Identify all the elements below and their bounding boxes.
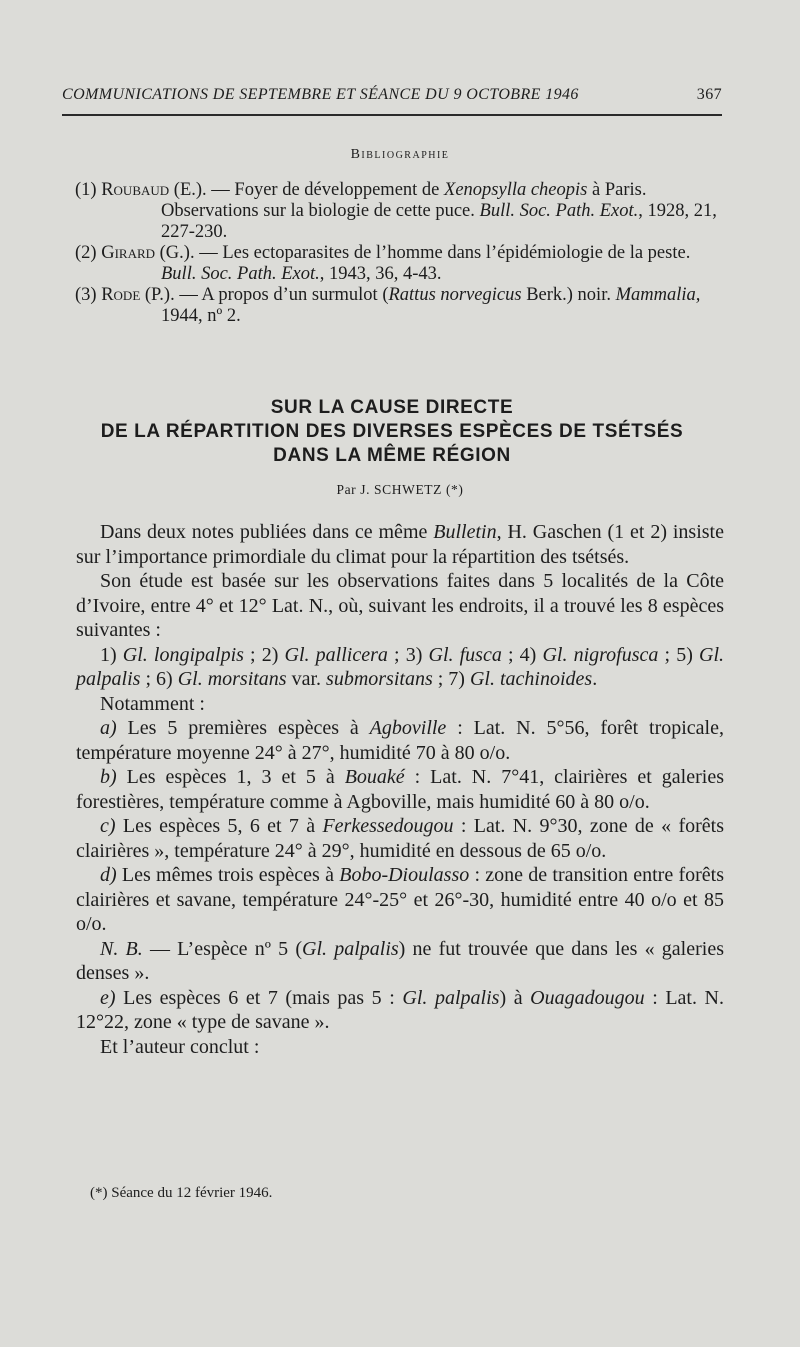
ref-text: (P.). — A propos d’un surmulot ( [140,285,389,305]
ref-text: , 1943, 36, 4-43. [319,264,442,284]
place-name: Ouagadougou [530,986,645,1009]
reference-item [75,285,725,327]
item-label: d) [100,864,117,886]
text: : zone de transition entre forêts clairières et savane, température 24°-25° et 26°-30, humidité entre 40 o/o et 85 o/o. [76,864,724,935]
ref-number: (1) [75,180,97,200]
ref-italic: Xenopsylla cheopis [444,180,588,200]
species-name: Gl. nigrofusca [542,643,659,666]
item-label: e) [100,986,116,1009]
paragraph: Et l’auteur conclut : [100,1035,260,1058]
place-name: Agboville [369,717,447,739]
sep: ; [432,668,449,690]
paragraph [76,520,724,569]
title-line: SUR LA CAUSE DIRECTE [270,397,514,418]
species-name: Gl. palpalis [402,986,500,1009]
ref-number: (3) [75,285,97,305]
footnote: (*) Séance du 12 février 1946. [90,1185,273,1201]
ref-text: , 1928, 21, 227-230. [161,201,717,242]
text: , H. Gaschen (1 et 2) insiste sur l’importance primordiale du climat pour la répartition des tsétsés. [76,521,724,568]
species-name: Gl. morsitans [177,668,287,690]
running-header [62,82,722,112]
title-line: DE LA RÉPARTITION DES DIVERSES ESPÈCES DE TSÉTSÉS [100,421,684,442]
locality-item [76,863,724,937]
ref-journal: Mammalia, [615,285,701,305]
sep: . [592,668,598,690]
species-name: Gl. palpalis [76,643,725,690]
ref-journal: Bull. Soc. Path. Exot. [479,201,639,221]
species-number: 4) [519,643,537,666]
ref-journal: Bull. Soc. Path. Exot. [161,264,320,284]
text: Les espèces 5, 6 et 7 à [115,815,323,837]
sep: ; [243,643,262,666]
paragraph: Notamment : [100,692,205,715]
place-name: Bouaké [344,766,405,788]
text: Dans deux notes publiées dans ce même [100,521,434,543]
ref-number: (2) [75,243,97,263]
species-name: Gl. palpalis [302,937,399,960]
species-number: 1) [100,643,117,666]
article-title [62,396,722,468]
nota-bene [76,937,724,986]
locality-item [76,765,724,814]
species-number: 7) [448,668,465,690]
sep: ; [140,668,157,690]
ref-text: Berk.) noir. [521,285,616,305]
locality-item [76,716,724,765]
header-rule [62,114,722,116]
sep: var. [286,668,327,690]
locality-item [76,986,724,1035]
ref-text: (G.). — Les ectoparasites de l’homme dans l’épidémiologie de la peste. [155,243,691,263]
ref-text: 1944, nº 2. [161,306,241,326]
species-number: 5) [676,643,693,666]
text: — L’espèce nº 5 ( [142,937,302,960]
ref-italic: Rattus norvegicus [388,285,522,305]
item-label: b) [100,766,117,788]
text: ) à [499,986,531,1009]
species-name: Gl. pallicera [284,643,388,666]
running-title: COMMUNICATIONS DE SEPTEMBRE ET SÉANCE DU 9 OCTOBRE 1946 [62,86,579,103]
species-name: Gl. fusca [428,643,502,666]
article-body [76,520,724,1059]
place-name: Ferkessedougou [322,815,454,837]
ref-author: Girard [101,243,156,263]
paragraph: Son étude est basée sur les observations faites dans 5 localités de la Côte d’Ivoire, entre 4° et 12° Lat. N., où, suivant les endroits, il a trouvé les 8 espèces suivantes : [76,570,724,641]
bibliography-heading: Bibliographie [350,147,450,162]
sep: ; [387,643,406,666]
text: Les 5 premières espèces à [116,717,370,739]
reference-item [75,243,725,285]
ref-author: Roubaud [101,180,170,200]
sep: ; [501,643,520,666]
ref-author: Rode [101,285,141,305]
page-number: 367 [696,86,722,103]
ref-text: à Paris. Observations sur la biologie de cette puce. [161,180,647,221]
text: : Lat. N. 12°22, zone « type de savane ». [76,986,725,1033]
nb-label: N. B. [100,937,143,960]
place-name: Bobo-Dioulasso [339,864,470,886]
species-name: submorsitans [326,668,433,690]
sep: ; [658,643,677,666]
item-label: a) [100,717,117,739]
locality-item [76,814,724,863]
text: Les espèces 1, 3 et 5 à [116,766,345,788]
species-list [76,643,724,692]
bibliography-list [75,180,725,327]
author-byline: Par J. SCHWETZ (*) [336,482,464,497]
journal-name: Bulletin [433,521,497,543]
species-number: 3) [405,643,423,666]
text: : Lat. N. 7°41, clairières et galeries forestières, température comme à Agboville, mais humidité 60 à 80 o/o. [76,766,724,813]
text: Les espèces 6 et 7 (mais pas 5 : [115,986,403,1009]
text: : Lat. N. 5°56, forêt tropicale, température moyenne 24° à 27°, humidité 70 à 80 o/o. [76,717,724,764]
title-line: DANS LA MÊME RÉGION [273,445,511,466]
text: Les mêmes trois espèces à [116,864,340,886]
reference-item [75,180,725,243]
species-name: Gl. tachinoides [469,668,593,690]
species-name: Gl. longipalpis [122,643,244,666]
text: ) ne fut trouvée que dans les « galeries denses ». [76,937,724,984]
text: : Lat. N. 9°30, zone de « forêts clairières », température 24° à 29°, humidité en dessous de 65 o/o. [76,815,724,862]
species-number: 6) [156,668,173,690]
item-label: c) [100,815,116,837]
ref-text: (E.). — Foyer de développement de [169,180,445,200]
species-number: 2) [261,643,279,666]
